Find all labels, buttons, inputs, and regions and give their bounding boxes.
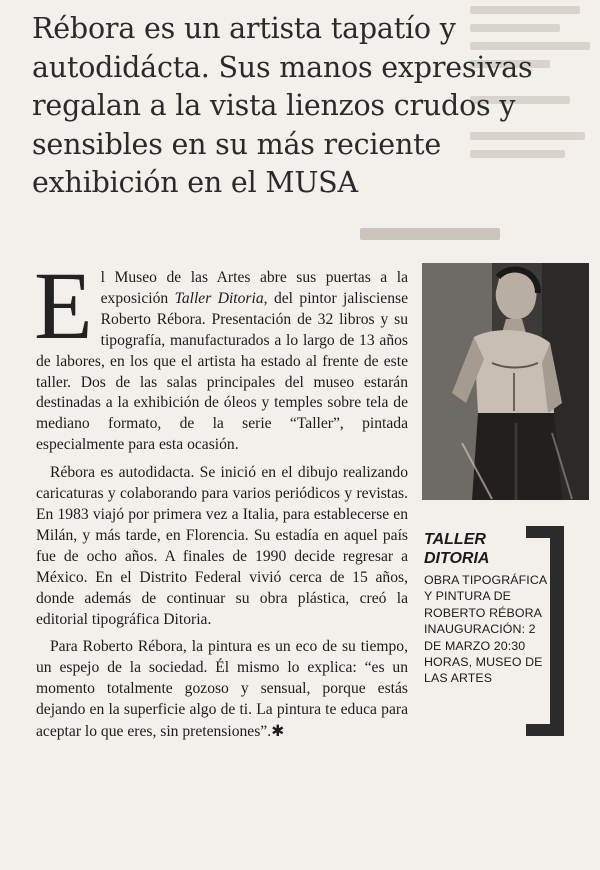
drop-cap: E <box>34 252 93 359</box>
painting-figure <box>422 263 589 500</box>
bleed-through-band <box>300 222 500 244</box>
article-body <box>34 252 409 750</box>
article-paragraph-1 <box>34 252 409 456</box>
end-mark-icon: ✱ <box>271 722 285 741</box>
caption-body: OBRA TIPOGRÁFICA Y PINTURA DE ROBERTO RÉBORA INAUGURACIÓN: 2 DE MARZO 20:30 HORAS, MUSEO DE LAS ARTES <box>424 573 547 686</box>
caption-title: TALLER DITORIA <box>424 531 490 567</box>
exhibition-title: Taller Ditoria <box>174 289 264 307</box>
p3-text: Para Roberto Rébora, la pintura es un eco de su tiempo, un espejo de la sociedad. Él mismo lo explica: “es un momento totalmente gozoso y sensual, porque estás dejando en la superficie algo de ti. La pintura te educa para aceptar lo que eres, sin pretensiones”. <box>36 638 408 741</box>
closing-bracket-icon <box>524 524 566 738</box>
article-paragraph-3 <box>36 637 408 743</box>
p1-rest: , del pintor jalisciense Roberto Rébora. Presentación de 32 libros y su tipografía, manufacturados a lo largo de 13 años de labores, en los que el artista ha estado al frente de este taller. Dos de las salas principales del museo estarán destinadas a la exhibición de óleos y temples sobre tela de mediano formato, de la serie “Taller”, pintada especialmente para esta ocasión. <box>36 289 409 454</box>
article-paragraph-2: Rébora es autodidacta. Se inició en el dibujo realizando caricaturas y colaborando para varios periódicos y revistas. En 1983 viajó por primera vez a Italia, para establecerse en Milán, y más tarde, en Florencia. Su estadía en aquel país fue de ocho años. A finales de 1990 decide regresar a México. En el Distrito Federal vivió cerca de 15 años, donde además de continuar su obra plástica, creó la editorial tipográfica Ditoria. <box>36 464 408 628</box>
p1-lead: l Museo de las Artes abre sus puertas a la exposición <box>100 269 408 307</box>
painting-image <box>422 263 589 500</box>
headline: Rébora es un artista tapatío y autodidácta. Sus manos expresivas regalan a la vista lienzos crudos y sensibles en su más reciente exhibición en el MUSA <box>32 12 533 199</box>
